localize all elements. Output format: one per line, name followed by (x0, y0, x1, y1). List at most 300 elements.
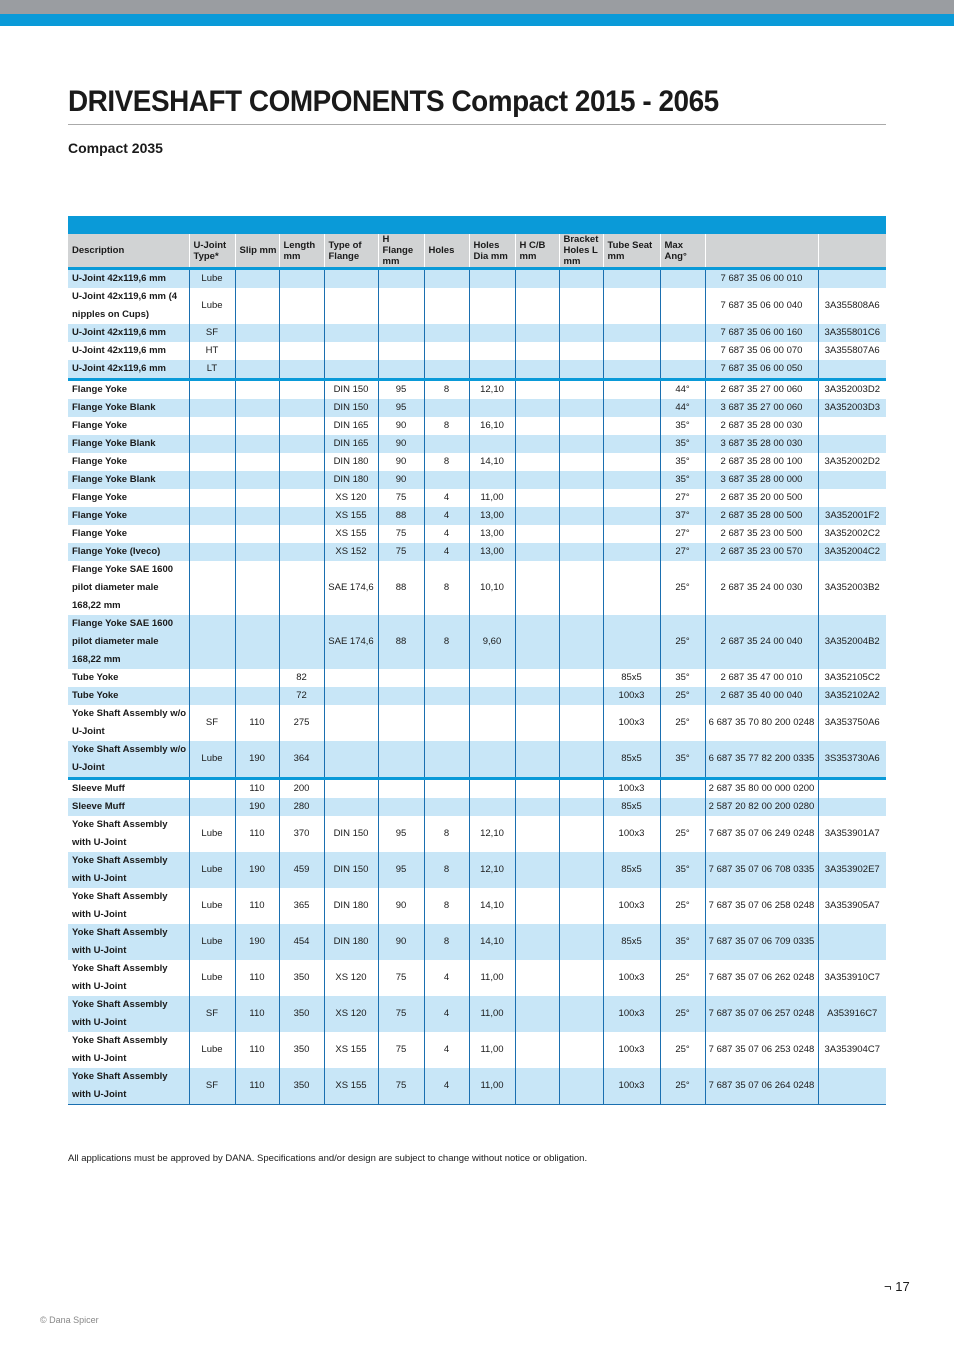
table-cell (515, 888, 559, 924)
page-mark: ¬ (884, 1279, 892, 1294)
table-cell (235, 669, 279, 687)
table-cell: Lube (189, 924, 235, 960)
table-cell (818, 1068, 886, 1105)
row-description: Tube Yoke (68, 687, 189, 705)
table-cell (603, 324, 660, 342)
table-cell (189, 669, 235, 687)
table-cell: SAE 174,6 (324, 561, 378, 615)
table-cell (559, 816, 603, 852)
table-row (68, 453, 886, 471)
table-cell (378, 779, 424, 799)
table-cell: 4 (424, 960, 469, 996)
table-cell (603, 288, 660, 324)
table-cell (469, 798, 515, 816)
table-row (68, 399, 886, 417)
table-cell: 2 687 35 23 00 500 (705, 525, 818, 543)
row-description: Sleeve Muff (68, 798, 189, 816)
table-cell (378, 669, 424, 687)
table-cell (189, 380, 235, 400)
table-cell (559, 399, 603, 417)
components-table (68, 234, 886, 1105)
table-cell: 3A353910C7 (818, 960, 886, 996)
table-cell (559, 525, 603, 543)
table-cell: 8 (424, 816, 469, 852)
table-cell (324, 324, 378, 342)
table-cell: 100x3 (603, 816, 660, 852)
table-cell: 3A352105C2 (818, 669, 886, 687)
table-cell: 100x3 (603, 996, 660, 1032)
row-description: U-Joint 42x119,6 mm (68, 269, 189, 289)
table-cell: Lube (189, 852, 235, 888)
table-cell: DIN 150 (324, 816, 378, 852)
table-cell: 365 (279, 888, 324, 924)
table-cell: Lube (189, 888, 235, 924)
column-header: Type of Flange (324, 234, 378, 269)
table-cell (235, 417, 279, 435)
table-cell: 2 687 35 47 00 010 (705, 669, 818, 687)
table-cell (279, 525, 324, 543)
table-cell (559, 324, 603, 342)
table-cell (324, 342, 378, 360)
table-cell (515, 741, 559, 779)
table-cell: 3A352002C2 (818, 525, 886, 543)
table-cell (424, 798, 469, 816)
table-cell: DIN 150 (324, 399, 378, 417)
table-cell: 25° (660, 615, 705, 669)
table-cell: 85x5 (603, 741, 660, 779)
column-header: Tube Seat mm (603, 234, 660, 269)
table-cell: A353916C7 (818, 996, 886, 1032)
table-cell (235, 453, 279, 471)
row-description: U-Joint 42x119,6 mm (68, 360, 189, 380)
table-cell: 35° (660, 924, 705, 960)
table-cell: 350 (279, 1068, 324, 1105)
table-cell (515, 960, 559, 996)
table-cell: 2 687 35 20 00 500 (705, 489, 818, 507)
table-row (68, 435, 886, 453)
table-cell (424, 288, 469, 324)
table-cell: 100x3 (603, 687, 660, 705)
table-cell (515, 269, 559, 289)
table-cell: 90 (378, 471, 424, 489)
column-header: U-Joint Type* (189, 234, 235, 269)
table-cell: 4 (424, 543, 469, 561)
table-cell (603, 342, 660, 360)
table-cell (515, 453, 559, 471)
table-cell (603, 435, 660, 453)
table-cell: 11,00 (469, 1032, 515, 1068)
table-cell (559, 269, 603, 289)
table-cell (660, 324, 705, 342)
row-description: Yoke Shaft Assembly w/o U-Joint (72, 708, 187, 737)
table-cell: 4 (424, 525, 469, 543)
row-description: Tube Yoke (72, 672, 119, 683)
table-cell (603, 561, 660, 615)
table-cell: 3 687 35 28 00 000 (705, 471, 818, 489)
table-cell: 3A352102A2 (818, 687, 886, 705)
table-cell: 190 (235, 741, 279, 779)
table-cell (559, 687, 603, 705)
table-cell (603, 269, 660, 289)
row-description: U-Joint 42x119,6 mm (4 nipples on Cups) (72, 291, 178, 320)
table-cell: 454 (279, 924, 324, 960)
table-cell (660, 288, 705, 324)
table-cell: 7 687 35 06 00 070 (705, 342, 818, 360)
table-cell (235, 269, 279, 289)
table-cell (559, 342, 603, 360)
table-cell: 27° (660, 543, 705, 561)
table-cell: 3A353904C7 (818, 1032, 886, 1068)
table-cell: 44° (660, 380, 705, 400)
table-cell: 370 (279, 816, 324, 852)
table-cell: 6 687 35 77 82 200 0335 (705, 741, 818, 779)
table-cell (515, 507, 559, 525)
table-cell: SAE 174,6 (324, 615, 378, 669)
table-cell: 3A352004C2 (818, 543, 886, 561)
table-cell (279, 435, 324, 453)
table-cell: 95 (378, 380, 424, 400)
table-cell: 190 (235, 924, 279, 960)
table-cell: 8 (424, 852, 469, 888)
table-cell: 2 687 35 40 00 040 (705, 687, 818, 705)
table-cell: HT (189, 342, 235, 360)
column-header: Holes Dia mm (469, 234, 515, 269)
table-cell (469, 687, 515, 705)
table-cell (469, 324, 515, 342)
table-cell: 90 (378, 453, 424, 471)
table-cell (324, 269, 378, 289)
table-cell: 75 (378, 489, 424, 507)
column-header: H C/B mm (515, 234, 559, 269)
table-cell: XS 120 (324, 960, 378, 996)
table-cell (603, 615, 660, 669)
table-cell: 2 687 35 80 00 000 0200 (705, 779, 818, 799)
table-cell: 25° (660, 1068, 705, 1105)
table-cell (515, 669, 559, 687)
table-cell: LT (189, 360, 235, 380)
table-cell: 3 687 35 28 00 030 (705, 435, 818, 453)
table-cell: 10,10 (469, 561, 515, 615)
table-cell: 364 (279, 741, 324, 779)
table-cell: 25° (660, 960, 705, 996)
table-cell (469, 741, 515, 779)
table-cell (424, 342, 469, 360)
table-cell (818, 471, 886, 489)
page-number-value: 17 (895, 1279, 910, 1294)
table-cell (603, 417, 660, 435)
table-row (68, 798, 886, 816)
table-cell: Lube (189, 816, 235, 852)
column-header: Length mm (279, 234, 324, 269)
table-cell (279, 399, 324, 417)
table-cell (469, 399, 515, 417)
table-cell: 7 687 35 07 06 257 0248 (705, 996, 818, 1032)
table-cell (559, 779, 603, 799)
table-cell: 7 687 35 07 06 253 0248 (705, 1032, 818, 1068)
table-cell: 2 687 35 28 00 030 (705, 417, 818, 435)
row-description: Flange Yoke (72, 456, 128, 467)
table-row (68, 996, 886, 1032)
table-cell: 3A352004B2 (818, 615, 886, 669)
table-cell: DIN 150 (324, 380, 378, 400)
table-cell: 88 (378, 507, 424, 525)
table-cell: 16,10 (469, 417, 515, 435)
table-cell: 3A355807A6 (818, 342, 886, 360)
table-cell (818, 360, 886, 380)
table-cell: 110 (235, 816, 279, 852)
table-cell: SF (189, 996, 235, 1032)
table-cell (603, 360, 660, 380)
table-cell: 4 (424, 1032, 469, 1068)
table-cell (603, 399, 660, 417)
table-cell (559, 507, 603, 525)
table-cell (235, 435, 279, 453)
table-cell: 75 (378, 996, 424, 1032)
table-cell: 82 (279, 669, 324, 687)
table-cell (279, 269, 324, 289)
table-cell (424, 741, 469, 779)
table-cell: 7 687 35 06 00 010 (705, 269, 818, 289)
table-cell (235, 525, 279, 543)
table-cell: 4 (424, 996, 469, 1032)
column-header: Max Ang° (660, 234, 705, 269)
table-cell: 27° (660, 489, 705, 507)
table-cell: 25° (660, 888, 705, 924)
table-header-band (68, 216, 886, 234)
table-cell (559, 360, 603, 380)
table-cell: 35° (660, 453, 705, 471)
table-cell: 25° (660, 996, 705, 1032)
table-cell (469, 288, 515, 324)
table-cell (515, 399, 559, 417)
column-header: Slip mm (235, 234, 279, 269)
table-cell (424, 435, 469, 453)
table-cell: 3S353730A6 (818, 741, 886, 779)
table-cell (818, 417, 886, 435)
table-cell: 275 (279, 705, 324, 741)
table-cell: DIN 180 (324, 471, 378, 489)
column-header (818, 234, 886, 269)
table-cell (515, 360, 559, 380)
table-cell (603, 380, 660, 400)
table-cell (279, 324, 324, 342)
column-header: Holes (424, 234, 469, 269)
table-cell: 35° (660, 669, 705, 687)
table-cell: 95 (378, 399, 424, 417)
table-cell: 12,10 (469, 816, 515, 852)
table-cell: 90 (378, 435, 424, 453)
table-cell: 100x3 (603, 779, 660, 799)
table-cell: 3A353902E7 (818, 852, 886, 888)
table-cell: 13,00 (469, 507, 515, 525)
table-cell (515, 543, 559, 561)
table-cell: 11,00 (469, 489, 515, 507)
table-cell (235, 288, 279, 324)
table-cell (515, 779, 559, 799)
table-row (68, 1068, 886, 1105)
table-cell: 4 (424, 489, 469, 507)
table-cell: 90 (378, 888, 424, 924)
table-cell (324, 705, 378, 741)
table-cell (469, 471, 515, 489)
table-cell (559, 615, 603, 669)
table-cell: Lube (189, 288, 235, 324)
table-cell: 2 687 35 24 00 030 (705, 561, 818, 615)
table-cell: 6 687 35 70 80 200 0248 (705, 705, 818, 741)
row-description: Yoke Shaft Assembly with U-Joint (72, 963, 168, 992)
table-row (68, 687, 886, 705)
table-cell (818, 798, 886, 816)
table-cell (469, 435, 515, 453)
table-cell: 35° (660, 471, 705, 489)
table-cell (189, 779, 235, 799)
table-cell: 280 (279, 798, 324, 816)
table-cell (559, 417, 603, 435)
table-cell: 25° (660, 1032, 705, 1068)
table-cell: 14,10 (469, 453, 515, 471)
table-cell (424, 269, 469, 289)
table-header-row (68, 234, 886, 269)
table-cell (235, 324, 279, 342)
row-description: Flange Yoke Blank (68, 435, 189, 453)
table-cell (469, 342, 515, 360)
table-cell: DIN 165 (324, 417, 378, 435)
table-cell (279, 417, 324, 435)
table-cell: DIN 150 (324, 852, 378, 888)
table-cell: SF (189, 324, 235, 342)
table-row (68, 489, 886, 507)
table-cell (189, 798, 235, 816)
table-cell: 4 (424, 507, 469, 525)
table-cell: 190 (235, 798, 279, 816)
table-row (68, 269, 886, 289)
table-cell: 3A352003B2 (818, 561, 886, 615)
table-cell (424, 669, 469, 687)
table-cell: 8 (424, 615, 469, 669)
table-cell (235, 342, 279, 360)
table-cell (279, 471, 324, 489)
table-cell: 14,10 (469, 888, 515, 924)
table-cell: XS 152 (324, 543, 378, 561)
table-row (68, 525, 886, 543)
table-cell (515, 816, 559, 852)
table-cell: 3 687 35 27 00 060 (705, 399, 818, 417)
row-description: Sleeve Muff (68, 779, 189, 799)
table-cell: 350 (279, 996, 324, 1032)
table-cell (559, 380, 603, 400)
table-cell (559, 543, 603, 561)
row-description: Flange Yoke SAE 1600 pilot diameter male 168,22 mm (72, 564, 174, 611)
section-subtitle: Compact 2035 (68, 140, 163, 156)
table-cell: 12,10 (469, 852, 515, 888)
table-cell: Lube (189, 269, 235, 289)
table-cell (660, 798, 705, 816)
row-description: U-Joint 42x119,6 mm (72, 345, 166, 356)
table-cell: 3A352001F2 (818, 507, 886, 525)
table-cell (279, 288, 324, 324)
table-cell: 3A353901A7 (818, 816, 886, 852)
table-cell (559, 741, 603, 779)
table-cell: 11,00 (469, 1068, 515, 1105)
table-row (68, 779, 886, 799)
table-cell (515, 1068, 559, 1105)
table-cell: 75 (378, 1068, 424, 1105)
table-cell (603, 543, 660, 561)
table-cell (279, 507, 324, 525)
table-cell (189, 687, 235, 705)
table-cell (235, 543, 279, 561)
table-cell (469, 705, 515, 741)
table-cell (378, 705, 424, 741)
row-description: Flange Yoke Blank (68, 399, 189, 417)
table-cell: 13,00 (469, 525, 515, 543)
table-cell: 7 687 35 07 06 709 0335 (705, 924, 818, 960)
title-rule (68, 124, 886, 125)
table-cell (559, 288, 603, 324)
table-cell (378, 324, 424, 342)
table-cell: XS 155 (324, 507, 378, 525)
table-cell (515, 342, 559, 360)
table-cell: XS 155 (324, 525, 378, 543)
table-cell: 9,60 (469, 615, 515, 669)
table-row (68, 380, 886, 400)
table-row (68, 888, 886, 924)
table-cell: 7 687 35 07 06 249 0248 (705, 816, 818, 852)
table-cell (424, 705, 469, 741)
table-cell: 11,00 (469, 996, 515, 1032)
table-cell: 7 687 35 06 00 040 (705, 288, 818, 324)
disclaimer-footnote: All applications must be approved by DANA. Specifications and/or design are subject to change without notice or obligation. (68, 1153, 588, 1164)
table-cell: 35° (660, 852, 705, 888)
table-cell (559, 1068, 603, 1105)
table-cell (378, 360, 424, 380)
row-description: Yoke Shaft Assembly with U-Joint (72, 1035, 168, 1064)
column-header (705, 234, 818, 269)
table-row (68, 543, 886, 561)
table-cell: 110 (235, 705, 279, 741)
table-cell: 44° (660, 399, 705, 417)
table-cell (279, 360, 324, 380)
table-cell (559, 924, 603, 960)
row-description: Flange Yoke (68, 380, 189, 400)
table-cell: 3A353905A7 (818, 888, 886, 924)
table-cell (469, 779, 515, 799)
table-cell: 85x5 (603, 924, 660, 960)
table-cell: 3A352002D2 (818, 453, 886, 471)
table-cell: 7 687 35 07 06 258 0248 (705, 888, 818, 924)
table-cell (515, 489, 559, 507)
table-cell: 90 (378, 417, 424, 435)
table-cell (279, 453, 324, 471)
table-cell (559, 471, 603, 489)
table-cell (235, 561, 279, 615)
table-cell: 2 687 35 28 00 100 (705, 453, 818, 471)
table-cell (235, 507, 279, 525)
table-cell (818, 269, 886, 289)
table-cell (324, 288, 378, 324)
table-row (68, 471, 886, 489)
table-cell (378, 269, 424, 289)
table-cell (469, 669, 515, 687)
table-cell: 85x5 (603, 852, 660, 888)
table-cell (378, 687, 424, 705)
table-row (68, 924, 886, 960)
table-cell (515, 471, 559, 489)
table-row (68, 417, 886, 435)
table-cell: 8 (424, 561, 469, 615)
table-cell: 72 (279, 687, 324, 705)
table-cell: 8 (424, 924, 469, 960)
